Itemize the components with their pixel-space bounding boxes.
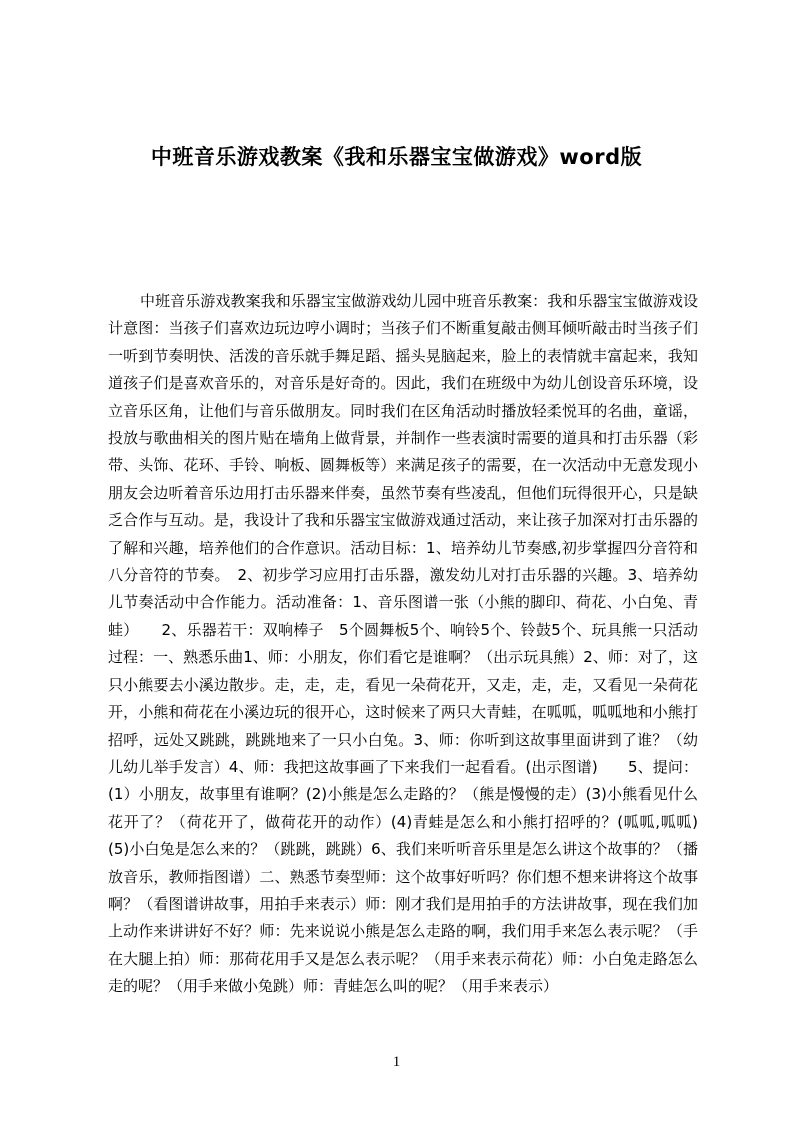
document-body-paragraph: 中班音乐游戏教案我和乐器宝宝做游戏幼儿园中班音乐教案：我和乐器宝宝做游戏设计意图：当孩子们喜欢边玩边哼小调时；当孩子们不断重复敲击侧耳倾听敲击时当孩子们一听到节奏明快、活泼的音乐就手舞足蹈、摇头晃脑起来，脸上的表情就丰富起来，我知道孩子们是喜欢音乐的，对音乐是好奇的。因此，我们在班级中为幼儿创设音乐环境，设立音乐区角，让他们与音乐做朋友。同时我们在区角活动时播放轻柔悦耳的名曲，童谣，投放与歌曲相关的图片贴在墙角上做背景，并制作一些表演时需要的道具和打击乐器（彩带、头饰、花环、手铃、响板、圆舞板等）来满足孩子的需要，在一次活动中无意发现小朋友会边听着音乐边用打击乐器来伴奏，虽然节奏有些凌乱，但他们玩得很开心，只是缺乏合作与互动。是，我设计了我和乐器宝宝做游戏通过活动，来让孩子加深对打击乐器的了解和兴趣，培养他们的合作意识。活动目标：1、培养幼儿节奏感,初步掌握四分音符和八分音符的节奏。 2、初步学习应用打击乐器，激发幼儿对打击乐器的兴趣。3、培养幼儿节奏活动中合作能力。活动准备：1、音乐图谱一张（小熊的脚印、荷花、小白兔、青蛙） 2、乐器若干：双响棒子 5个圆舞板5个、响铃5个、铃鼓5个、玩具熊一只活动过程：一、熟悉乐曲1、师：小朋友，你们看它是谁啊？（出示玩具熊）2、师：对了，这只小熊要去小溪边散步。走，走，走，看见一朵荷花开，又走，走，走，又看见一朵荷花开，小熊和荷花在小溪边玩的很开心，这时候来了两只大青蛙，在呱呱，呱呱地和小熊打招呼，远处又跳跳，跳跳地来了一只小白兔。3、师：你听到这故事里面讲到了谁？（幼儿幼儿举手发言）4、师：我把这故事画了下来我们一起看看。(出示图谱) 5、提问：(1）小朋友，故事里有谁啊？(2)小熊是怎么走路的？（熊是慢慢的走）(3)小熊看见什么花开了？（荷花开了，做荷花开的动作）(4)青蛙是怎么和小熊打招呼的？(呱呱,呱呱) (5)小白兔是怎么来的？（跳跳，跳跳）6、我们来听听音乐里是怎么讲这个故事的？（播放音乐，教师指图谱）二、熟悉节奏型师：这个故事好听吗？你们想不想来讲将这个故事啊？（看图谱讲故事，用拍手来表示）师：刚才我们是用拍手的方法讲故事，现在我们加上动作来讲讲好不好？师：先来说说小熊是怎么走路的啊，我们用手来怎么表示呢？（手在大腿上拍）师：那荷花用手又是怎么表示呢？（用手来表示荷花）师：小白兔走路怎么走的呢？（用手来做小兔跳）师：青蛙怎么叫的呢？（用手来表示） — [108, 292, 714, 996]
page-number: 1 — [392, 1054, 401, 1070]
document-title: 中班音乐游戏教案《我和乐器宝宝做游戏》word版 — [150, 145, 643, 169]
